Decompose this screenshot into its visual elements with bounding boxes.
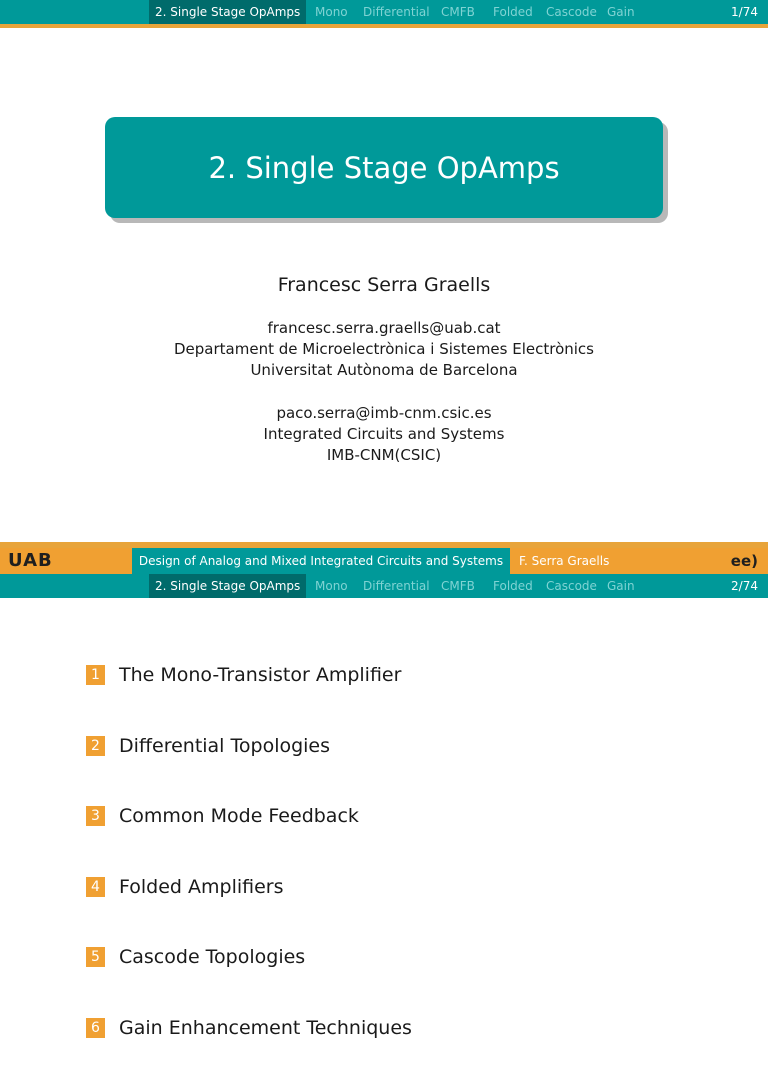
- nav-section-mono-2[interactable]: Mono: [315, 574, 348, 598]
- group: Integrated Circuits and Systems: [0, 424, 768, 445]
- university: Universitat Autònoma de Barcelona: [0, 360, 768, 381]
- toc-item[interactable]: [86, 735, 412, 806]
- nav-section-differential[interactable]: Differential: [363, 0, 430, 24]
- toc-number: 3: [86, 806, 105, 826]
- nav-current-section-2[interactable]: 2. Single Stage OpAmps: [149, 574, 306, 598]
- toc-number: 4: [86, 877, 105, 897]
- author-name: Francesc Serra Graells: [0, 274, 768, 296]
- toc-item[interactable]: [86, 946, 412, 1017]
- nav-section-cmfb-2[interactable]: CMFB: [441, 574, 475, 598]
- nav-section-cmfb[interactable]: CMFB: [441, 0, 475, 24]
- footer-bar: [0, 548, 768, 574]
- toc-label[interactable]: Differential Topologies: [119, 735, 330, 757]
- department: Departament de Microelectrònica i Sistemes Electrònics: [0, 339, 768, 360]
- email-1[interactable]: francesc.serra.graells@uab.cat: [0, 318, 768, 339]
- navbar-divider: [0, 24, 768, 28]
- title-box: [105, 117, 663, 218]
- top-navbar-2: [0, 574, 768, 598]
- toc-number: 6: [86, 1018, 105, 1038]
- toc-item[interactable]: [86, 1017, 412, 1087]
- page-number-2: 2/74: [731, 574, 758, 598]
- nav-section-folded[interactable]: Folded: [493, 0, 533, 24]
- toc-label[interactable]: Common Mode Feedback: [119, 805, 359, 827]
- toc-label[interactable]: The Mono-Transistor Amplifier: [119, 664, 401, 686]
- nav-section-folded-2[interactable]: Folded: [493, 574, 533, 598]
- toc-number: 5: [86, 947, 105, 967]
- toc-item[interactable]: [86, 876, 412, 947]
- nav-section-gain[interactable]: Gain: [607, 0, 635, 24]
- nav-current-section[interactable]: 2. Single Stage OpAmps: [149, 0, 306, 24]
- institute: IMB-CNM(CSIC): [0, 445, 768, 466]
- page-number: 1/74: [731, 0, 758, 24]
- slide-title: 2. Single Stage OpAmps: [208, 151, 559, 185]
- affiliation-block-1: [0, 318, 768, 381]
- ee-logo-icon: ee): [731, 548, 758, 574]
- nav-section-cascode[interactable]: Cascode: [546, 0, 597, 24]
- nav-section-mono[interactable]: Mono: [315, 0, 348, 24]
- nav-section-gain-2[interactable]: Gain: [607, 574, 635, 598]
- uab-logo: UAB: [0, 548, 132, 574]
- email-2[interactable]: paco.serra@imb-cnm.csic.es: [0, 403, 768, 424]
- affiliation-block-2: [0, 403, 768, 466]
- footer-author: F. Serra Graells: [510, 548, 768, 574]
- top-navbar: [0, 0, 768, 24]
- course-title: Design of Analog and Mixed Integrated Circuits and Systems: [132, 548, 510, 574]
- toc-label[interactable]: Gain Enhancement Techniques: [119, 1017, 412, 1039]
- toc-item[interactable]: [86, 664, 412, 735]
- toc-number: 1: [86, 665, 105, 685]
- nav-section-differential-2[interactable]: Differential: [363, 574, 430, 598]
- toc-label[interactable]: Cascode Topologies: [119, 946, 305, 968]
- toc-number: 2: [86, 736, 105, 756]
- nav-section-cascode-2[interactable]: Cascode: [546, 574, 597, 598]
- toc-item[interactable]: [86, 805, 412, 876]
- toc-label[interactable]: Folded Amplifiers: [119, 876, 284, 898]
